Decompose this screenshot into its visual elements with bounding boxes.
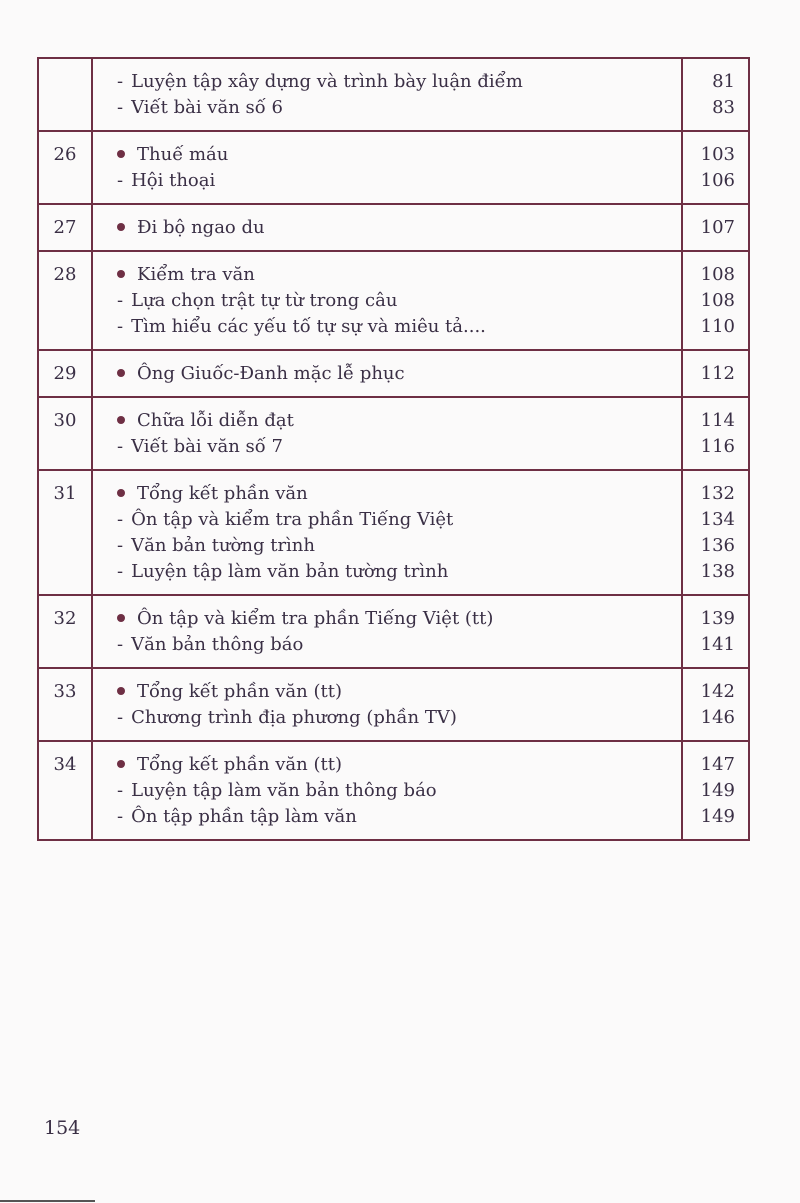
entry-page: 116 (700, 435, 735, 457)
lesson-number: 31 (53, 483, 77, 504)
toc-entry (93, 261, 681, 287)
toc-entry (93, 558, 681, 584)
page-refs-cell (682, 595, 749, 668)
lesson-number-cell (38, 668, 92, 741)
toc-entry (93, 678, 681, 704)
entry-title: Luyện tập xây dựng và trình bày luận điểm (131, 70, 523, 92)
entry-title: Văn bản thông báo (131, 633, 304, 655)
toc-entry (93, 287, 681, 313)
toc-row (38, 251, 749, 350)
lesson-titles-cell (92, 668, 682, 741)
dash-marker: - (117, 560, 124, 582)
page-number: 154 (44, 1117, 81, 1139)
bullet-icon (117, 369, 125, 377)
entry-title: Ôn tập và kiểm tra phần Tiếng Việt (131, 508, 454, 530)
lesson-number-cell (38, 741, 92, 840)
entry-title: Thuế máu (137, 143, 229, 165)
toc-entry (93, 94, 681, 120)
lesson-number: 26 (53, 144, 77, 165)
lesson-titles-cell (92, 58, 682, 131)
lesson-titles-cell (92, 397, 682, 470)
lesson-number: 29 (53, 363, 77, 384)
entry-page: 149 (700, 805, 735, 827)
entry-page: 108 (700, 289, 735, 311)
entry-page: 106 (700, 169, 735, 191)
bullet-icon (117, 489, 125, 497)
entry-title: Chương trình địa phương (phần TV) (131, 706, 457, 728)
lesson-number: 32 (53, 608, 77, 629)
lesson-number-cell (38, 251, 92, 350)
entry-page: 147 (700, 753, 735, 775)
entry-page: 110 (700, 315, 735, 337)
entry-title: Ôn tập và kiểm tra phần Tiếng Việt (tt) (137, 607, 494, 629)
toc-row (38, 741, 749, 840)
toc-body (38, 58, 749, 840)
entry-title: Chữa lỗi diễn đạt (137, 409, 294, 431)
toc-entry (93, 407, 681, 433)
bullet-icon (117, 223, 125, 231)
entry-page: 81 (712, 70, 735, 92)
toc-row (38, 470, 749, 595)
lesson-titles-cell (92, 595, 682, 668)
lesson-number: 34 (53, 754, 77, 775)
toc-row (38, 131, 749, 204)
entry-page: 138 (700, 560, 735, 582)
entry-page: 136 (700, 534, 735, 556)
toc-row (38, 595, 749, 668)
toc-entry (93, 141, 681, 167)
dash-marker: - (117, 96, 124, 118)
dash-marker: - (117, 435, 124, 457)
bottom-rule (0, 1200, 95, 1202)
bullet-icon (117, 416, 125, 424)
toc-row (38, 58, 749, 131)
dash-marker: - (117, 706, 124, 728)
toc-entry (93, 605, 681, 631)
entry-title: Tổng kết phần văn (tt) (137, 680, 342, 702)
entry-title: Đi bộ ngao du (137, 216, 265, 238)
lesson-titles-cell (92, 741, 682, 840)
toc-row (38, 397, 749, 470)
entry-page: 141 (700, 633, 735, 655)
dash-marker: - (117, 534, 124, 556)
dash-marker: - (117, 169, 124, 191)
lesson-titles-cell (92, 251, 682, 350)
toc-row (38, 668, 749, 741)
lesson-number-cell (38, 470, 92, 595)
lesson-number-cell (38, 58, 92, 131)
entry-page: 146 (700, 706, 735, 728)
entry-title: Viết bài văn số 6 (131, 96, 283, 118)
entry-title: Tổng kết phần văn (137, 482, 308, 504)
entry-page: 108 (700, 263, 735, 285)
lesson-titles-cell (92, 131, 682, 204)
bullet-icon (117, 270, 125, 278)
lesson-titles-cell (92, 350, 682, 397)
entry-title: Tìm hiểu các yếu tố tự sự và miêu tả.... (131, 315, 486, 337)
lesson-number-cell (38, 204, 92, 251)
toc-entry (93, 480, 681, 506)
page-refs-cell (682, 350, 749, 397)
toc-entry (93, 751, 681, 777)
page-refs-cell (682, 470, 749, 595)
lesson-number-cell (38, 397, 92, 470)
dash-marker: - (117, 289, 124, 311)
toc-row (38, 350, 749, 397)
lesson-number-cell (38, 350, 92, 397)
entry-page: 112 (700, 362, 735, 384)
toc-entry (93, 631, 681, 657)
entry-title: Tổng kết phần văn (tt) (137, 753, 342, 775)
dash-marker: - (117, 70, 124, 92)
page-refs-cell (682, 58, 749, 131)
lesson-number: 28 (53, 264, 77, 285)
toc-entry (93, 532, 681, 558)
table-of-contents (37, 57, 750, 841)
toc-row (38, 204, 749, 251)
lesson-number-cell (38, 131, 92, 204)
toc-entry (93, 313, 681, 339)
entry-title: Lựa chọn trật tự từ trong câu (131, 289, 398, 311)
toc-entry (93, 704, 681, 730)
entry-title: Văn bản tường trình (131, 534, 315, 556)
entry-title: Luyện tập làm văn bản tường trình (131, 560, 449, 582)
toc-entry (93, 433, 681, 459)
bullet-icon (117, 150, 125, 158)
entry-title: Kiểm tra văn (137, 263, 255, 285)
page-refs-cell (682, 204, 749, 251)
lesson-number: 30 (53, 410, 77, 431)
entry-title: Hội thoại (131, 169, 216, 191)
toc-entry (93, 167, 681, 193)
page-refs-cell (682, 131, 749, 204)
entry-title: Viết bài văn số 7 (131, 435, 283, 457)
entry-page: 114 (700, 409, 735, 431)
page-refs-cell (682, 741, 749, 840)
lesson-titles-cell (92, 470, 682, 595)
bullet-icon (117, 760, 125, 768)
dash-marker: - (117, 508, 124, 530)
toc-entry (93, 506, 681, 532)
page-refs-cell (682, 668, 749, 741)
lesson-number: 27 (53, 217, 77, 238)
lesson-number-cell (38, 595, 92, 668)
entry-page: 83 (712, 96, 735, 118)
toc-entry (93, 214, 681, 240)
toc-entry (93, 360, 681, 386)
page-refs-cell (682, 251, 749, 350)
dash-marker: - (117, 779, 124, 801)
lesson-titles-cell (92, 204, 682, 251)
dash-marker: - (117, 633, 124, 655)
toc-entry (93, 777, 681, 803)
entry-page: 103 (700, 143, 735, 165)
bullet-icon (117, 687, 125, 695)
toc-entry (93, 803, 681, 829)
entry-title: Ông Giuốc-Đanh mặc lễ phục (137, 362, 405, 384)
dash-marker: - (117, 805, 124, 827)
lesson-number: 33 (53, 681, 77, 702)
entry-title: Luyện tập làm văn bản thông báo (131, 779, 437, 801)
entry-page: 134 (700, 508, 735, 530)
entry-page: 107 (700, 216, 735, 238)
page-refs-cell (682, 397, 749, 470)
entry-page: 142 (700, 680, 735, 702)
entry-title: Ôn tập phần tập làm văn (131, 805, 357, 827)
dash-marker: - (117, 315, 124, 337)
bullet-icon (117, 614, 125, 622)
entry-page: 139 (700, 607, 735, 629)
entry-page: 149 (700, 779, 735, 801)
entry-page: 132 (700, 482, 735, 504)
toc-entry (93, 68, 681, 94)
